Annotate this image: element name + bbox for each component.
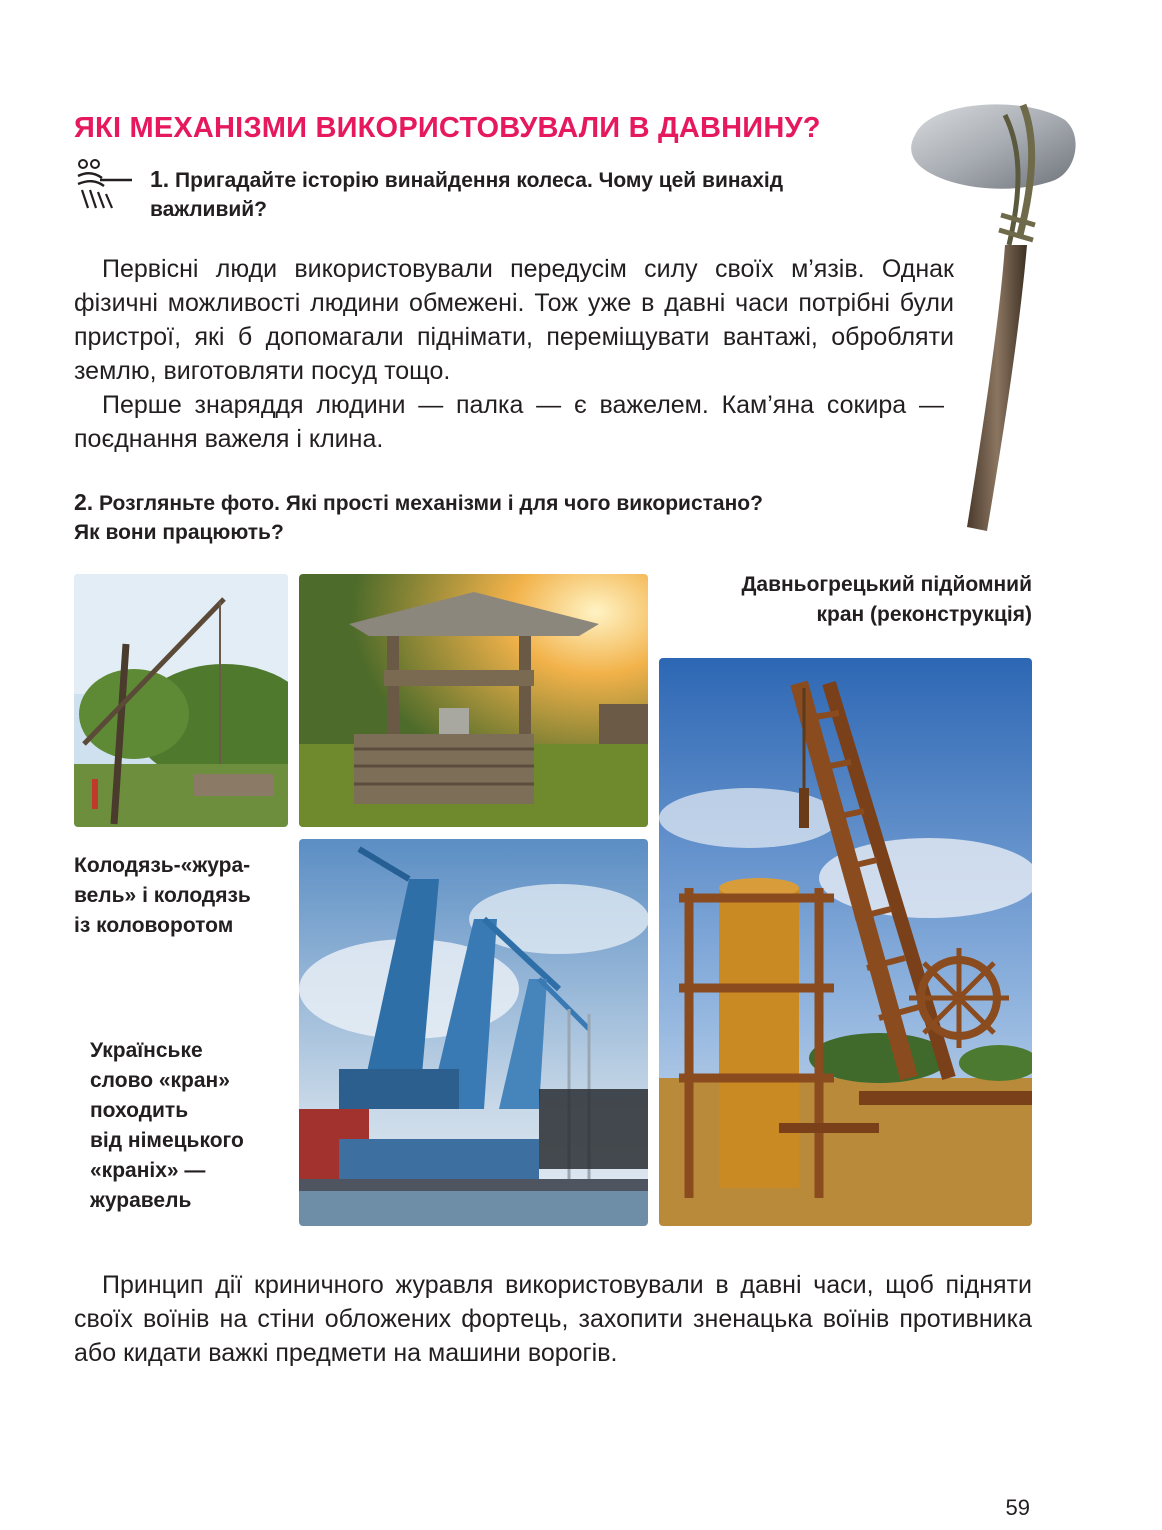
task-2-text-line2: Як вони працюють?	[74, 521, 284, 544]
wells-caption-line1: Колодязь-«жура-	[74, 854, 251, 877]
paragraph-2: Перше знаряддя людини — палка — є важелем. Кам’яна сокира — поєднання важеля і клина.	[74, 391, 944, 453]
word-origin-line5: «краніх» —	[90, 1159, 206, 1182]
port-cranes-photo	[299, 839, 648, 1226]
greek-crane-photo	[659, 658, 1032, 1226]
shadoof-well-photo	[74, 574, 288, 827]
task-1-number: 1.	[150, 166, 170, 192]
greek-crane-caption-line2: кран (реконструкція)	[816, 603, 1032, 626]
task-1	[150, 165, 910, 224]
task-1-text-line1: Пригадайте історію винайдення колеса. Чому цей винахід	[175, 169, 784, 192]
intro-text	[74, 252, 954, 456]
closing-paragraph: Принцип дії криничного журавля використовували в давні часи, щоб підняти своїх воїнів на стіни обложених фортець, захопити зненацька воїнів противника або кидати важкі предмети на машини ворогів.	[74, 1271, 1032, 1367]
word-origin-line6: журавель	[90, 1189, 192, 1212]
task-2	[74, 488, 934, 547]
closing-text	[74, 1268, 1032, 1370]
word-origin-line4: від німецького	[90, 1129, 244, 1152]
wells-caption-line3: із коловоротом	[74, 914, 234, 937]
greek-crane-caption-line1: Давньогрецький підйомний	[741, 573, 1032, 596]
paragraph-1: Первісні люди використовували передусім силу своїх м’язів. Однак фізичні можливості людини обмежені. Тож уже в давні часи потрібні були пристрої, які б допомагали піднімати, переміщувати вантажі, обробляти землю, виготовляти посуд тощо.	[74, 255, 954, 385]
rope-pulling-icon	[74, 158, 134, 216]
windlass-well-photo	[299, 574, 648, 827]
word-origin-line1: Українське	[90, 1039, 203, 1062]
word-origin-line3: походить	[90, 1099, 189, 1122]
task-1-text-line2: важливий?	[150, 198, 268, 221]
task-2-text-line1: Розгляньте фото. Які прості механізми і для чого використано?	[99, 492, 763, 515]
wells-caption	[74, 851, 294, 941]
page-number: 59	[1005, 1495, 1030, 1520]
greek-crane-caption	[632, 570, 1032, 630]
word-origin-caption	[90, 1036, 290, 1216]
word-origin-line2: слово «кран»	[90, 1069, 230, 1092]
wells-caption-line2: вель» і колодязь	[74, 884, 251, 907]
task-2-number: 2.	[74, 489, 94, 515]
section-heading: ЯКІ МЕХАНІЗМИ ВИКОРИСТОВУВАЛИ В ДАВНИНУ?	[74, 112, 821, 144]
